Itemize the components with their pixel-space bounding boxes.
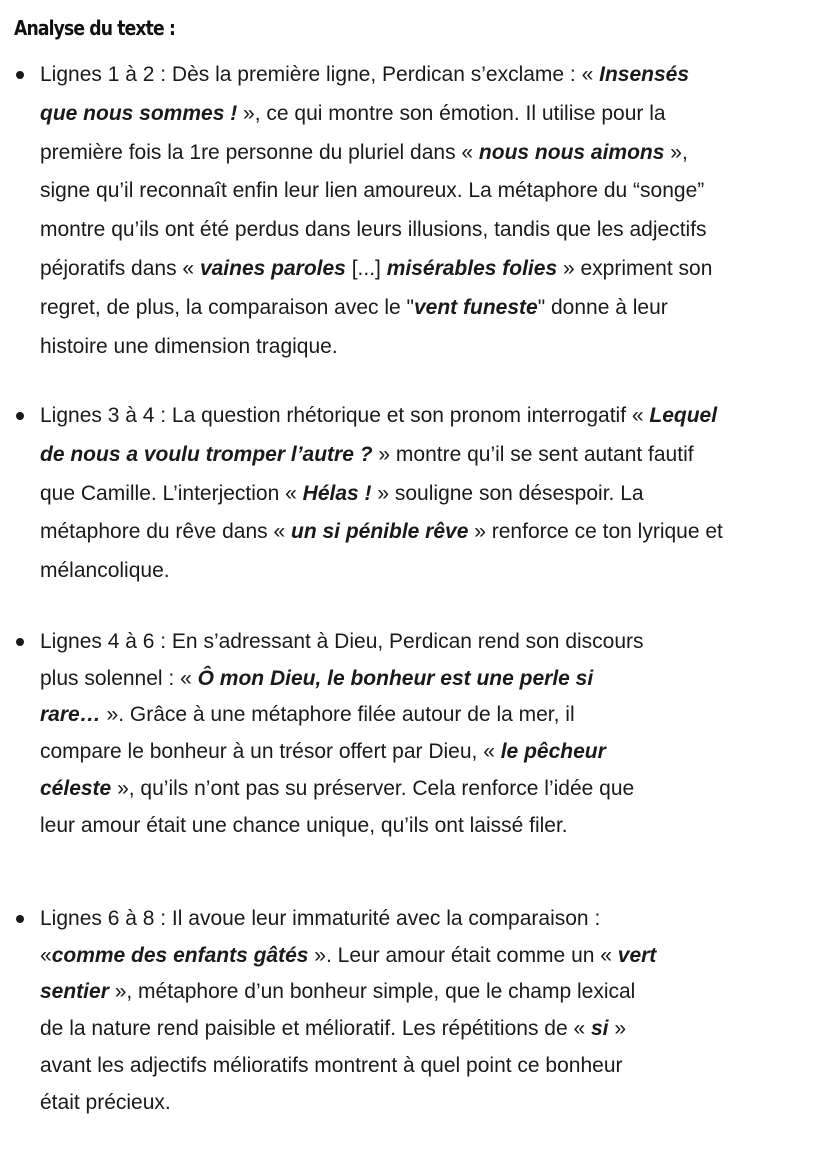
- text-line: [40, 134, 828, 173]
- text-line: [40, 95, 828, 134]
- text-segment: que Camille. L’interjection «: [40, 481, 303, 505]
- text-line: [40, 552, 828, 591]
- quoted-excerpt: de nous a voulu tromper l’autre ?: [40, 442, 373, 466]
- text-segment: signe qu’il reconnaît enfin leur lien amoureux. La métaphore du “songe”: [40, 179, 705, 203]
- quoted-excerpt: Lequel: [649, 404, 718, 427]
- text-line: [40, 475, 828, 514]
- text-segment: » expriment son: [557, 256, 713, 280]
- text-segment: », ce qui montre son émotion. Il utilise pour la: [237, 101, 666, 125]
- text-segment: regret, de plus, la comparaison avec le ": [40, 295, 414, 319]
- text-line: [40, 1085, 828, 1122]
- text-line: [40, 211, 828, 250]
- analysis-item-lignes-6-8: [40, 901, 828, 1121]
- text-segment: première fois la 1re personne du pluriel dans «: [40, 140, 479, 164]
- text-segment: compare le bonheur à un trésor offert par Dieu, «: [40, 740, 501, 764]
- paragraph: [40, 397, 828, 591]
- text-line: [40, 289, 828, 328]
- text-segment: [...]: [345, 256, 387, 280]
- text-segment: Lignes 6 à 8 : Il avoue leur immaturité avec la comparaison :: [40, 907, 601, 930]
- paragraph: [40, 901, 828, 1121]
- paragraph: [40, 56, 828, 366]
- text-segment: " donne à leur: [537, 295, 668, 319]
- text-segment: », qu’ils n’ont pas su préserver. Cela renforce l’idée que: [111, 776, 635, 800]
- text-line: [40, 172, 828, 211]
- text-segment: », métaphore d’un bonheur simple, que le champ lexical: [108, 980, 636, 1004]
- text-line: [40, 974, 828, 1011]
- quoted-excerpt: Insensés: [599, 63, 690, 86]
- text-segment: mélancolique.: [40, 559, 170, 583]
- text-line: [40, 328, 828, 367]
- text-segment: leur amour était une chance unique, qu’ils ont laissé filer.: [40, 813, 568, 837]
- text-segment: Lignes 3 à 4 : La question rhétorique et son pronom interrogatif «: [40, 404, 650, 427]
- text-segment: » montre qu’il se sent autant fautif: [372, 442, 694, 466]
- quoted-excerpt: nous nous aimons: [478, 140, 665, 164]
- quoted-excerpt: Ô mon Dieu, le bonheur est une perle si: [197, 666, 594, 690]
- quoted-excerpt: misérables folies: [386, 256, 558, 280]
- text-segment: de la nature rend paisible et mélioratif. Les répétitions de «: [40, 1017, 591, 1041]
- text-segment: était précieux.: [40, 1090, 171, 1114]
- text-segment: » renforce ce ton lyrique et: [468, 520, 723, 544]
- text-segment: plus solennel : «: [40, 666, 198, 690]
- quoted-excerpt: que nous sommes !: [40, 101, 238, 125]
- quoted-excerpt: Hélas !: [302, 481, 372, 505]
- text-line: [40, 697, 828, 734]
- analysis-item-lignes-3-4: [40, 397, 828, 591]
- bullet-icon: [16, 915, 24, 923]
- analysis-item-lignes-1-2: [40, 56, 828, 366]
- text-line: [40, 513, 828, 552]
- text-line: [40, 1048, 828, 1085]
- text-line: [40, 1011, 828, 1048]
- text-line: [40, 250, 828, 289]
- text-segment: «: [40, 943, 52, 967]
- paragraph: [40, 624, 828, 844]
- text-segment: ». Leur amour était comme un «: [308, 943, 618, 967]
- text-segment: métaphore du rêve dans «: [40, 520, 291, 544]
- text-segment: avant les adjectifs mélioratifs montrent à quel point ce bonheur: [40, 1053, 623, 1077]
- analysis-item-lignes-4-6: [40, 624, 828, 844]
- text-segment: ». Grâce à une métaphore filée autour de la mer, il: [100, 703, 575, 727]
- text-line: [40, 56, 828, 95]
- text-line: [40, 624, 828, 661]
- text-segment: » souligne son désespoir. La: [371, 481, 644, 505]
- text-segment: »: [608, 1017, 627, 1041]
- quoted-excerpt: comme des enfants gâtés: [51, 943, 309, 967]
- section-heading: Analyse du texte :: [14, 16, 175, 40]
- text-line: [40, 661, 828, 698]
- quoted-excerpt: le pêcheur: [500, 740, 606, 764]
- text-segment: »,: [664, 140, 688, 164]
- quoted-excerpt: vent funeste: [413, 295, 538, 319]
- text-segment: Lignes 1 à 2 : Dès la première ligne, Perdican s’exclame : «: [40, 63, 600, 86]
- bullet-icon: [16, 638, 24, 646]
- text-line: [40, 938, 828, 975]
- quoted-excerpt: si: [591, 1017, 609, 1041]
- text-segment: histoire une dimension tragique.: [40, 334, 338, 358]
- quoted-excerpt: un si pénible rêve: [291, 520, 469, 544]
- quoted-excerpt: rare…: [40, 703, 101, 727]
- text-line: [40, 734, 828, 771]
- text-line: [40, 808, 828, 845]
- text-segment: péjoratifs dans «: [40, 256, 200, 280]
- bullet-icon: [16, 71, 24, 79]
- quoted-excerpt: céleste: [40, 776, 112, 800]
- quoted-excerpt: vaines paroles: [199, 256, 346, 280]
- text-line: [40, 771, 828, 808]
- quoted-excerpt: sentier: [40, 980, 109, 1004]
- text-line: [40, 436, 828, 475]
- bullet-icon: [16, 412, 24, 420]
- text-segment: montre qu’ils ont été perdus dans leurs illusions, tandis que les adjectifs: [40, 218, 707, 242]
- text-line: [40, 397, 828, 436]
- text-line: [40, 901, 828, 938]
- text-segment: Lignes 4 à 6 : En s’adressant à Dieu, Perdican rend son discours: [40, 630, 644, 653]
- quoted-excerpt: vert: [617, 943, 657, 967]
